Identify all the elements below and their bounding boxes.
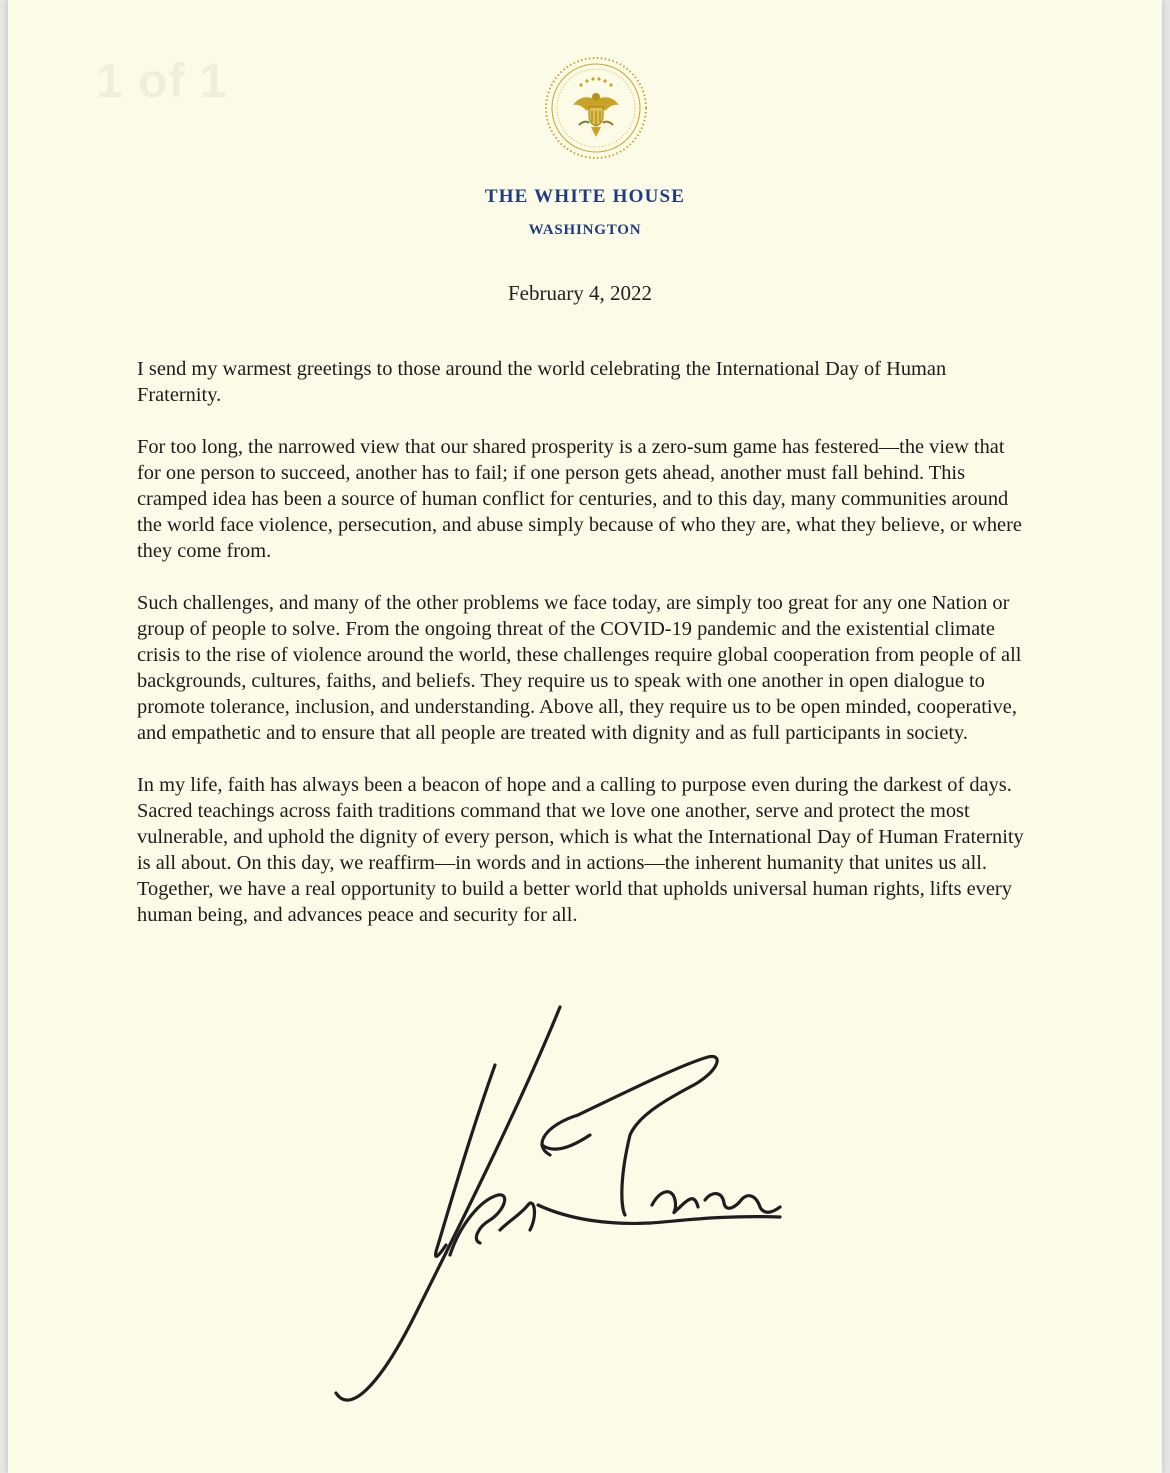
signature-icon (320, 995, 800, 1405)
body-paragraph: In my life, faith has always been a beacon of hope and a calling to purpose even during the darkest of days. Sacred teachings across faith traditions command that we love one another, serve and protect the most vulnerable, and uphold the dignity of every person, which is what the International Day of Human Fraternity is all about. On this day, we reaffirm—in words and in actions—the inherent humanity that unites us all. Together, we have a real opportunity to build a better world that upholds universal human rights, lifts every human being, and advances peace and security for all. (137, 774, 1024, 926)
body-paragraph: For too long, the narrowed view that our shared prosperity is a zero-sum game has festered—the view that for one person to succeed, another has to fail; if one person gets ahead, another must fall behind. This cramped idea has been a source of human conflict for centuries, and to this day, many communities around the world face violence, persecution, and abuse simply because of who they are, what they believe, or where they come from. (137, 436, 1022, 562)
presidential-seal-icon (543, 55, 649, 161)
letterhead-city: WASHINGTON (528, 222, 642, 238)
letter-page (8, 0, 1162, 1473)
body-paragraph: I send my warmest greetings to those around the world celebrating the International Day of Human Fraternity. (137, 358, 947, 406)
letterhead-org-name: THE WHITE HOUSE (484, 186, 686, 207)
page-counter: 1 of 1 (96, 55, 228, 108)
letter-date: February 4, 2022 (507, 281, 653, 305)
letter-body (137, 356, 1032, 954)
body-paragraph: Such challenges, and many of the other problems we face today, are simply too great for any one Nation or group of people to solve. From the ongoing threat of the COVID-19 pandemic and the existential climate crisis to the rise of violence around the world, these challenges require global cooperation from people of all backgrounds, cultures, faiths, and beliefs. They require us to speak with one another in open dialogue to promote tolerance, inclusion, and understanding. Above all, they require us to be open minded, cooperative, and empathetic and to ensure that all people are treated with dignity and as full participants in society. (137, 592, 1022, 744)
